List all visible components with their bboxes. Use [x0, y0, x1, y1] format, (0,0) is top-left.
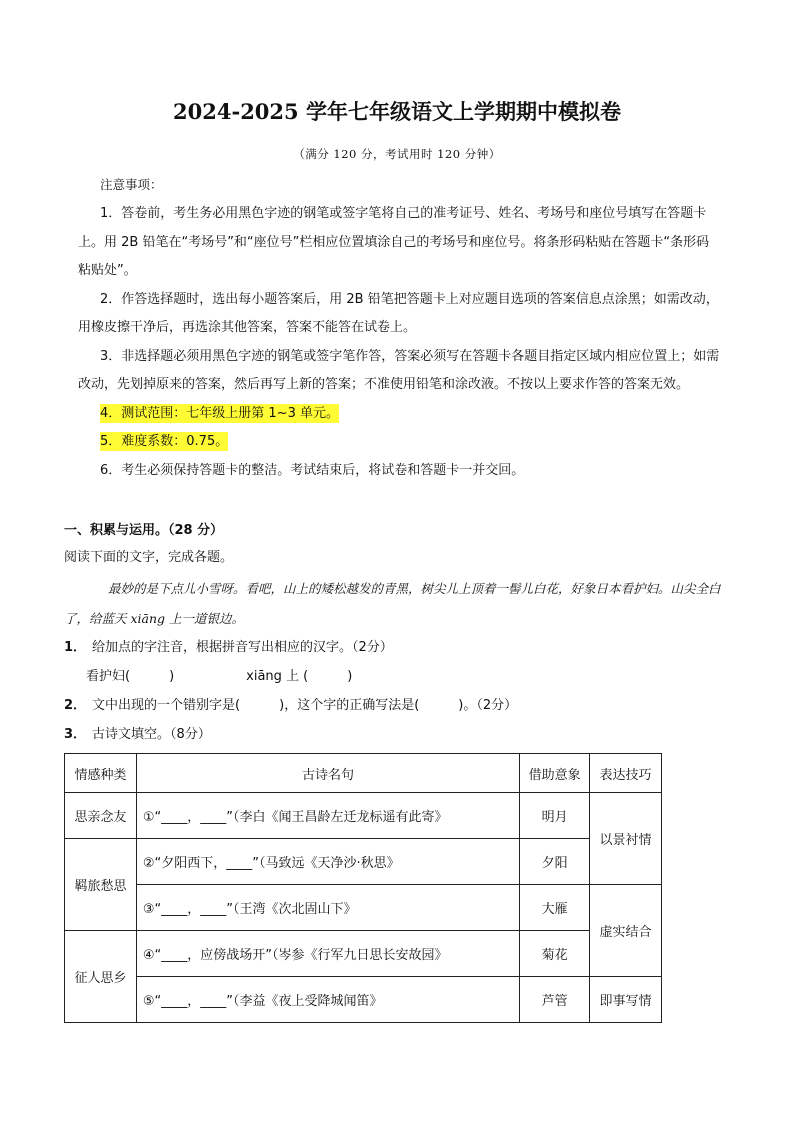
emotion-cell: 羁旅愁思 [65, 839, 137, 931]
image-cell: 芦管 [520, 977, 590, 1023]
question-number: 1． [64, 640, 87, 655]
note-item [78, 400, 722, 429]
page-title: 2024-2025 学年七年级语文上学期期中模拟卷 [173, 99, 621, 124]
table-row [65, 885, 662, 931]
question-1-blanks [86, 665, 352, 684]
highlighted-note: 5．难度系数：0.75。 [100, 434, 229, 449]
image-cell: 大雁 [520, 885, 590, 931]
reading-passage: 最妙的是下点儿小雪呀。看吧，山上的矮松越发的青黑，树尖儿上顶着一髻儿白花，好象日本看护妇。山尖全白了，给蓝天 xiāng 上一道银边。 [64, 581, 721, 626]
table-header-row [65, 754, 662, 793]
emotion-cell: 征人思乡 [65, 931, 137, 1023]
table-row [65, 931, 662, 977]
question-1 [64, 636, 393, 655]
poem-line-cell[interactable]: ③“____，____”（王湾《次北固山下》 [136, 885, 519, 931]
poem-line-cell[interactable]: ②“夕阳西下，____”（马致远《天净沙·秋思》 [136, 839, 519, 885]
technique-cell: 即事写情 [590, 977, 662, 1023]
question-text: 古诗文填空。（8分） [92, 727, 211, 742]
poem-line-cell[interactable]: ⑤“____，____”（李益《夜上受降城闻笛》 [136, 977, 519, 1023]
question-3 [64, 723, 211, 742]
note-item [78, 428, 722, 457]
poem-fill-table [64, 753, 662, 1023]
table-row [65, 839, 662, 885]
section-heading: 一、积累与运用。（28 分） [64, 523, 224, 538]
poem-line-cell[interactable]: ①“____，____”（李白《闻王昌龄左迁龙标遥有此寄》 [136, 793, 519, 839]
emotion-cell: 思亲念友 [65, 793, 137, 839]
question-number: 3． [64, 727, 87, 742]
image-cell: 菊花 [520, 931, 590, 977]
column-header: 表达技巧 [590, 754, 662, 793]
note-item: 3．非选择题必须用黑色字迹的钢笔或签字笔作答，答案必须写在答题卡各题目指定区域内相应位置上；如需改动，先划掉原来的答案，然后再写上新的答案；不准使用铅笔和涂改液。不按以上要求作答的答案无效。 [78, 348, 720, 392]
answer-blank[interactable]: xiāng 上 ( ) [246, 669, 353, 684]
note-item: 1．答卷前，考生务必用黑色字迹的钢笔或签字笔将自己的准考证号、姓名、考场号和座位号填写在答题卡上。用 2B 铅笔在“考场号”和“座位号”栏相应位置填涂自己的考场号和座位号。将条形码粘贴在答题卡“条形码粘贴处”。 [78, 206, 710, 278]
notes-list [78, 200, 722, 485]
column-header: 古诗名句 [136, 754, 519, 793]
technique-cell: 虚实结合 [590, 885, 662, 977]
table-row [65, 793, 662, 839]
exam-subtitle: （满分 120 分，考试用时 120 分钟） [293, 147, 501, 161]
column-header: 借助意象 [520, 754, 590, 793]
question-text: 给加点的字注音，根据拼音写出相应的汉字。（2分） [92, 640, 393, 655]
image-cell: 明月 [520, 793, 590, 839]
question-number: 2． [64, 698, 87, 713]
question-2 [64, 694, 517, 713]
answer-blank[interactable]: 看护妇( ) [86, 669, 175, 684]
highlighted-note: 4．测试范围：七年级上册第 1~3 单元。 [100, 405, 339, 421]
poem-line-cell[interactable]: ④“____，应傍战场开”（岑参《行军九日思长安故园》 [136, 931, 519, 977]
technique-cell: 以景衬情 [590, 793, 662, 885]
section-instruction: 阅读下面的文字，完成各题。 [64, 550, 234, 565]
image-cell: 夕阳 [520, 839, 590, 885]
column-header: 情感种类 [65, 754, 137, 793]
notes-heading: 注意事项： [100, 177, 163, 192]
table-row [65, 977, 662, 1023]
note-item: 6．考生必须保持答题卡的整洁。考试结束后，将试卷和答题卡一并交回。 [100, 462, 525, 478]
note-item: 2．作答选择题时，选出每小题答案后，用 2B 铅笔把答题卡上对应题目选项的答案信息点涂黑；如需改动，用橡皮擦干净后，再选涂其他答案，答案不能答在试卷上。 [78, 291, 719, 335]
question-text: 文中出现的一个错别字是( )，这个字的正确写法是( )。（2分） [92, 698, 518, 713]
